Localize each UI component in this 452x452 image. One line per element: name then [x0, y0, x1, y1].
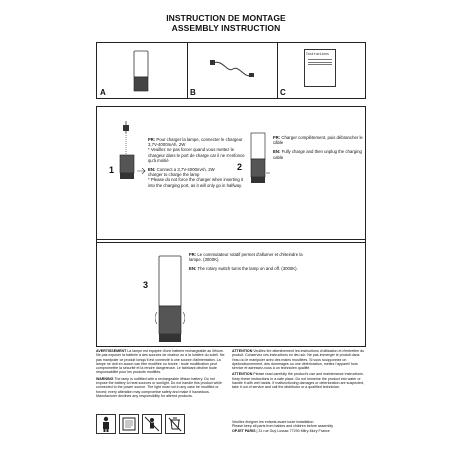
person-icon: [96, 414, 116, 434]
footer-brand: OPJET PARIS: [232, 428, 256, 433]
part-b-cell: [187, 43, 278, 98]
footer-line-2: Please keep all parts from babies and children before assembly: [232, 424, 334, 429]
step-3-illustration: [155, 254, 185, 346]
step-1-illustration: [115, 119, 147, 189]
step-3-text: [189, 252, 309, 272]
attention-column: [232, 349, 366, 390]
warning-fr-label: AVERTISSEMENT: [96, 349, 127, 353]
part-c-cell: [277, 43, 365, 98]
footer-address: | 31 rue Guy Lussac 77290 Mitry-Mory France: [255, 428, 330, 433]
step-3-number: 3: [143, 280, 149, 290]
warning-en-label: WARNING: [96, 376, 114, 381]
step-1-text: [148, 137, 248, 188]
step-3-fr-text: Le commutateur rotatif permet d'allumer et d'éteindre la lampe. (3000K).: [189, 252, 303, 263]
step-2-illustration: [245, 129, 271, 187]
part-a-letter: A: [100, 88, 106, 97]
steps-panel-1-2: [96, 106, 366, 243]
title-en: ASSEMBLY INSTRUCTION: [171, 23, 281, 33]
step-1-number: 1: [109, 165, 115, 175]
step-3-fr-label: FR:: [189, 252, 197, 257]
part-b-letter: B: [190, 88, 196, 97]
book-icon: [119, 414, 139, 434]
warning-fr-text: La lampe est équipée d'une batterie rechargeable au lithium. Ne pas exposer la batterie à des sources de chaleur ou à la lumière du soleil. Ne pas manipuler ce produit lorsqu'il est connecté à une source d'alimentation. La lampe ne doit en aucun cas être modifiée ou forcée : toute modification peut compromettre la sécurité et la rendre dangereuse. Le fabricant décline toute responsabilité pour les produits modifiés.: [96, 349, 225, 375]
attention-en-text: Please read carefully the product's use and maintenance instructions. Keep these instructions in a safe place. Do not immerse the product into water or handle it with wet hands. If malfunctioning damages or deterioration are suspected, take it out of service and call the distributor or a qualified technician.: [232, 372, 365, 390]
step-2-en-text: Fully charge and then unplug the charging cable: [273, 149, 362, 160]
cable-icon: [209, 57, 255, 83]
footer-text: [232, 420, 372, 433]
step-2-fr-label: FR:: [273, 135, 281, 140]
part-a-cell: [97, 43, 188, 98]
attention-fr-label: ATTENTION: [232, 349, 253, 353]
attention-fr-text: Veuillez lire attentivement les instructions d'utilisation et d'entretien du produit. Conservez ces instructions en lieu sûr. Ne pas immerger le produit dans l'eau ou le manipuler avec des mains mouillées. Si vous soupçonnez un dysfonctionnement, des dommages ou une détérioration, mettez l'appareil hors service et adressez-vous à un technicien qualifié.: [232, 349, 365, 371]
step-3-en-text: The rotary switch turns the lamp on and off. (3000K).: [197, 266, 298, 272]
footer-line-1: Veuillez éloigner les enfants avant toute installation.: [232, 420, 315, 424]
step-1-fr-label: FR:: [148, 137, 156, 142]
step-1-fr-text: Pour charger la lampe, connecter le chargeur 3,7V-4000mAh, 2W * Veuillez ne pas forcer quand vous mettez le chargeur dans le port de charge car il ne s'enfonce qu'à moitié: [148, 137, 245, 163]
warning-en-text: The lamp is outfitted with a rechargeable lithium battery. Do not expose the battery to heat sources or sunlight. Do not handle this product while connected to the power source. The light must not in any case be modified or forced; every alteration may compromise safety and make it hazardous. Manufacturer declines any responsibility for altered products.: [96, 376, 222, 398]
manual-icon: [304, 49, 336, 87]
manual-label: Instructions: [306, 52, 329, 56]
step-2-text: [273, 135, 363, 160]
steps-panel-3: [96, 239, 366, 347]
attention-en-label: ATTENTION: [232, 372, 253, 377]
step-2-number: 2: [237, 162, 243, 172]
part-c-letter: C: [280, 88, 286, 97]
step-3-en-label: EN:: [189, 266, 197, 272]
title-fr: INSTRUCTION DE MONTAGE: [166, 13, 286, 23]
step-2-fr-text: Charger complètement, puis débrancher le câble: [273, 135, 363, 146]
lamp-icon: [132, 49, 150, 93]
no-children-icon: [142, 414, 162, 434]
parts-panel: [96, 42, 366, 99]
step-1-en-label: EN:: [148, 167, 156, 173]
step-1-en-text: Connect a 3,7V-4000mAh, 2W charger to charge the lamp * Please do not force the charger when inserting it into the charging port, as it will only go in halfway.: [148, 167, 244, 188]
warning-column: [96, 349, 226, 398]
step-2-en-label: EN:: [273, 149, 281, 155]
recycle-icon: [165, 414, 185, 434]
